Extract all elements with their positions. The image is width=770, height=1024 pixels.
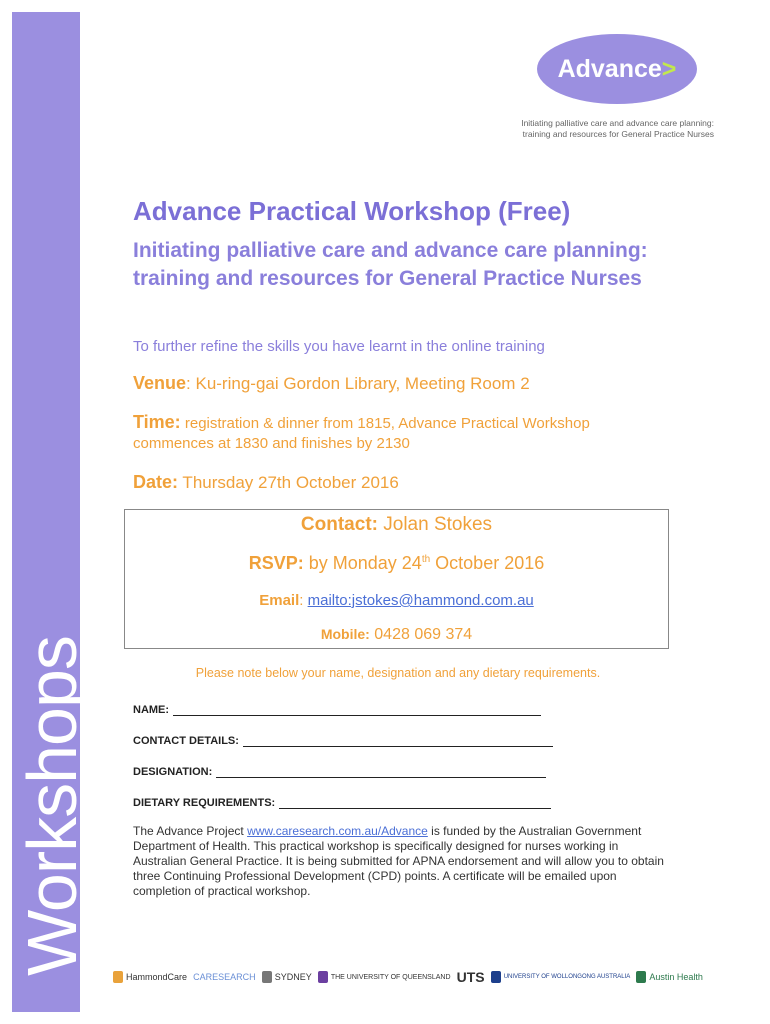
name-field: [133, 703, 541, 716]
note-text: Please note below your name, designation and any dietary requirements.: [195, 666, 601, 680]
logo-arrow-icon: >: [661, 55, 677, 83]
uts-logo: [457, 969, 485, 985]
time-line: [133, 412, 653, 454]
hammondcare-icon: [113, 971, 123, 983]
hammondcare-logo: [113, 971, 187, 983]
partner-logos: [113, 962, 703, 992]
name-label: NAME:: [133, 704, 170, 716]
uow-logo: [491, 971, 631, 983]
time-label: Time:: [133, 412, 181, 432]
name-input-line[interactable]: [173, 703, 541, 716]
dietary-input-line[interactable]: [279, 796, 551, 809]
rsvp-label: RSVP:: [248, 553, 304, 573]
sydney-crest-icon: [262, 971, 272, 983]
caresearch-text: CARESEARCH: [193, 972, 256, 982]
mobile-line: [125, 626, 668, 644]
rsvp-value: by Monday 24: [303, 553, 422, 573]
caresearch-logo: [193, 972, 256, 982]
contact-label: Contact:: [300, 514, 378, 535]
contact-value: Jolan Stokes: [377, 514, 493, 535]
contact-box: [124, 509, 669, 649]
email-link[interactable]: mailto:jstokes@hammond.com.au: [307, 592, 534, 609]
sydney-text: SYDNEY: [274, 972, 312, 982]
dietary-label: DIETARY REQUIREMENTS:: [133, 797, 276, 809]
sidebar-band: [12, 12, 91, 1012]
date-line: [133, 472, 399, 493]
austin-health-icon: [636, 971, 646, 983]
uow-crest-icon: [491, 971, 501, 983]
rsvp-sup: th: [421, 554, 431, 565]
time-value: registration & dinner from 1815, Advance Practical Workshop commences at 1830 and finishes by 2130: [133, 415, 590, 452]
funding-paragraph: [133, 824, 668, 899]
tagline-line2: training and resources for General Practice Nurses: [522, 129, 714, 139]
contact-details-field: [133, 734, 553, 747]
page-title: Advance Practical Workshop (Free): [133, 196, 571, 226]
tagline-line1: Initiating palliative care and advance care planning:: [521, 118, 714, 128]
uts-text: UTS: [456, 969, 485, 985]
hammondcare-text: HammondCare: [126, 972, 188, 982]
venue-line: [133, 373, 530, 394]
mobile-value: 0428 069 374: [369, 626, 473, 643]
contact-details-label: CONTACT DETAILS:: [133, 735, 239, 747]
uq-logo: [318, 971, 451, 983]
tagline: [470, 118, 714, 140]
uq-text: THE UNIVERSITY OF QUEENSLAND: [330, 973, 451, 981]
logo-text: Advance: [557, 55, 662, 83]
uq-crest-icon: [318, 971, 328, 983]
venue-label: Venue: [133, 373, 187, 393]
austin-health-text: Austin Health: [649, 972, 703, 982]
mobile-label: Mobile:: [320, 626, 370, 642]
rsvp-value-end: October 2016: [430, 553, 545, 573]
contact-details-input-line[interactable]: [243, 734, 553, 747]
dietary-field: [133, 796, 551, 809]
rsvp-line: [125, 553, 668, 574]
austin-health-logo: [636, 971, 703, 983]
email-line: [125, 592, 668, 609]
email-label: Email: [259, 592, 300, 609]
uow-text: UNIVERSITY OF WOLLONGONG AUSTRALIA: [503, 974, 631, 980]
intro-text: To further refine the skills you have learnt in the online training: [133, 338, 545, 355]
designation-input-line[interactable]: [216, 765, 546, 778]
body-post: is funded by the Australian Government Department of Health. This practical workshop is specifically designed for nurses working in Australian General Practice. It is being submitted for APNA endorsement and will allow you to obtain three Continuing Professional Development (CPD) points. A certificate will be emailed upon completion of practical workshop.: [133, 824, 664, 898]
caresearch-link[interactable]: www.caresearch.com.au/Advance: [247, 824, 428, 838]
venue-value: : Ku-ring-gai Gordon Library, Meeting Room 2: [186, 374, 530, 393]
email-sep: :: [299, 592, 308, 609]
designation-label: DESIGNATION:: [133, 766, 213, 778]
designation-field: [133, 765, 546, 778]
page-subtitle: Initiating palliative care and advance care planning: training and resources for General Practice Nurses: [133, 239, 648, 290]
sydney-logo: [262, 971, 312, 983]
date-label: Date:: [133, 472, 179, 492]
advance-logo: [537, 34, 697, 104]
body-pre: The Advance Project: [133, 824, 248, 838]
contact-line: [125, 514, 668, 536]
sidebar-title: Workshops: [13, 636, 91, 976]
date-value: Thursday 27th October 2016: [178, 473, 399, 492]
